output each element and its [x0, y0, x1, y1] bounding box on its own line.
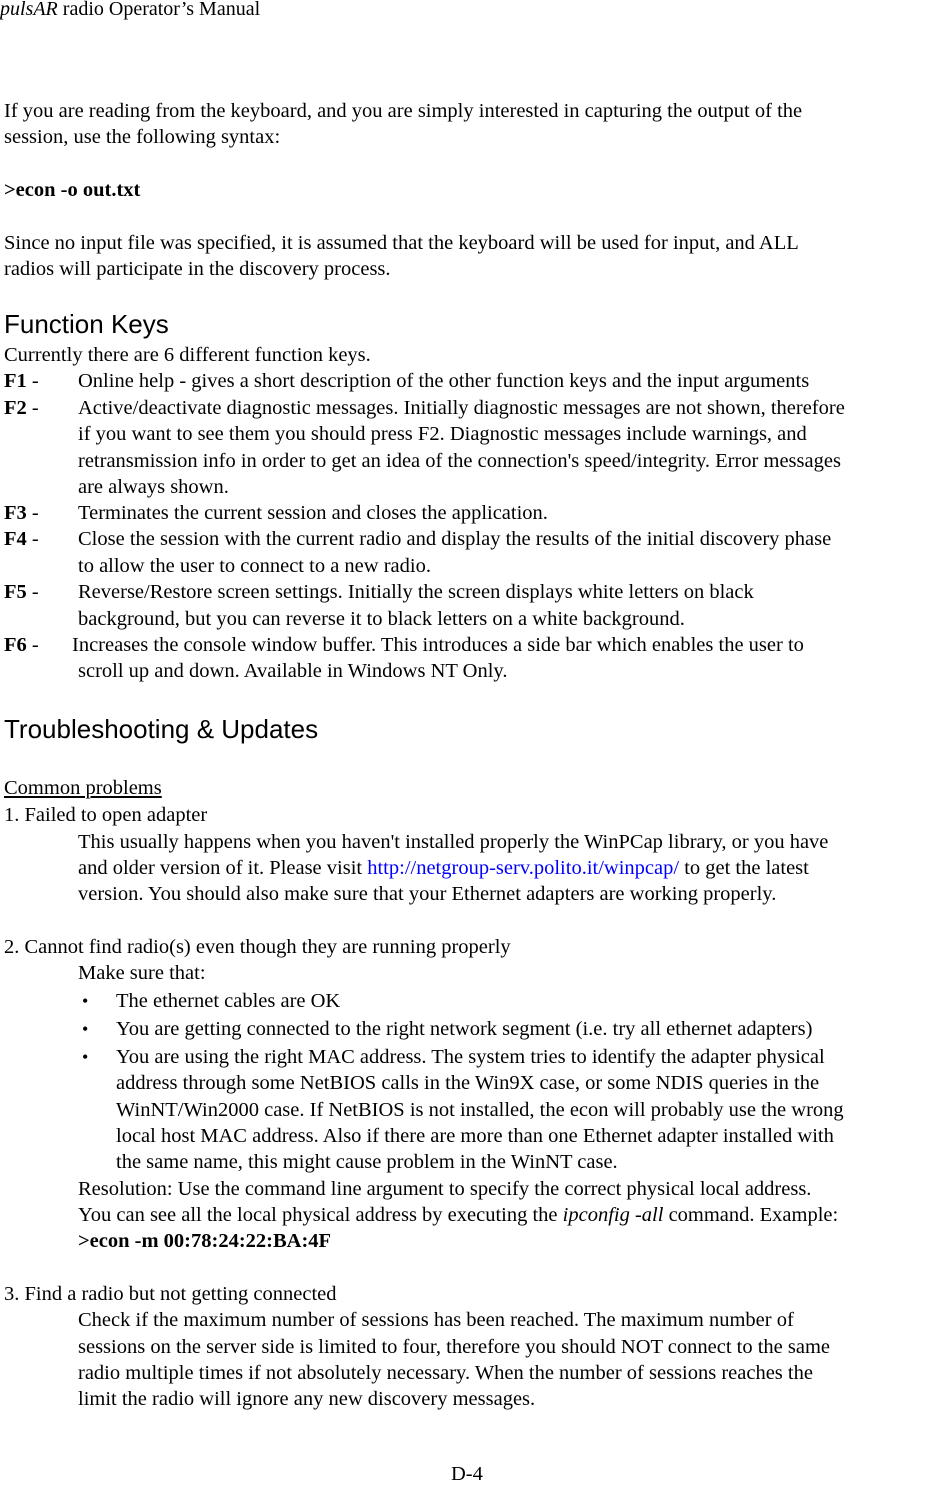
problem-description: sessions on the server side is limited to four, therefore you should NOT connect to the same — [78, 1336, 831, 1358]
intro-paragraph-line: radios will participate in the discovery process. — [4, 258, 391, 280]
function-key-description: scroll up and down. Available in Windows NT Only. — [78, 660, 508, 682]
command-example: >econ -o out.txt — [4, 179, 141, 201]
section-heading-troubleshooting: Troubleshooting & Updates — [4, 714, 319, 744]
function-key-description: Reverse/Restore screen settings. Initially the screen displays white letters on black — [78, 581, 754, 603]
ipconfig-command: ipconfig -all — [562, 1204, 664, 1226]
header-product-name: pulsAR — [0, 0, 58, 20]
problem-description: Check if the maximum number of sessions has been reached. The maximum number of — [78, 1309, 794, 1331]
problem-title: 2. Cannot find radio(s) even though they are running properly — [4, 936, 511, 958]
problem-description: limit the radio will ignore any new discovery messages. — [78, 1388, 536, 1410]
winpcap-link[interactable]: http://netgroup-serv.polito.it/winpcap/ — [367, 857, 680, 879]
section-heading-function-keys: Function Keys — [4, 309, 169, 339]
function-key-description: background, but you can reverse it to black letters on a white background. — [78, 608, 685, 630]
function-key-label: F5 - — [4, 581, 39, 603]
problem-description: version. You should also make sure that your Ethernet adapters are working properly. — [78, 883, 777, 905]
function-key-description: if you want to see them you should press F2. Diagnostic messages include warnings, and — [78, 423, 807, 445]
bullet-icon: • — [82, 991, 89, 1011]
running-header — [0, 0, 260, 21]
list-item: You are using the right MAC address. The system tries to identify the adapter physical — [116, 1046, 825, 1068]
problem-description: radio multiple times if not absolutely necessary. When the number of sessions reaches the — [78, 1362, 813, 1384]
problem-title: 3. Find a radio but not getting connected — [4, 1283, 337, 1305]
intro-paragraph-line: If you are reading from the keyboard, and you are simply interested in capturing the output of the — [4, 100, 803, 122]
list-item: The ethernet cables are OK — [116, 990, 341, 1012]
function-key-description: Active/deactivate diagnostic messages. Initially diagnostic messages are not shown, therefore — [78, 397, 845, 419]
problem-title: 1. Failed to open adapter — [4, 804, 208, 826]
function-key-label: F4 - — [4, 528, 39, 550]
list-item: address through some NetBIOS calls in the Win9X case, or some NDIS queries in the — [116, 1072, 820, 1094]
function-key-description: retransmission info in order to get an idea of the connection's speed/integrity. Error messages — [78, 450, 841, 472]
command-example: >econ -m 00:78:24:22:BA:4F — [78, 1230, 332, 1252]
list-item: the same name, this might cause problem in the WinNT case. — [116, 1151, 618, 1173]
list-item: WinNT/Win2000 case. If NetBIOS is not installed, the econ will probably use the wrong — [116, 1099, 844, 1121]
list-item: local host MAC address. Also if there are more than one Ethernet adapter installed with — [116, 1125, 834, 1147]
function-key-description: are always shown. — [78, 476, 229, 498]
intro-paragraph-line: session, use the following syntax: — [4, 126, 281, 148]
function-key-label: F1 - — [4, 370, 39, 392]
problem-description: and older version of it. Please visit http://netgroup-serv.polito.it/winpcap/ to get the latest — [78, 857, 809, 879]
resolution-text: You can see all the local physical address by executing the ipconfig -all command. Example: — [78, 1204, 839, 1226]
header-title-rest: radio Operator’s Manual — [57, 0, 261, 20]
function-keys-intro: Currently there are 6 different function keys. — [4, 344, 371, 366]
function-key-label: F2 - — [4, 397, 39, 419]
bullet-icon: • — [82, 1047, 89, 1067]
resolution-text: Resolution: Use the command line argument to specify the correct physical local address. — [78, 1178, 812, 1200]
page-number: D-4 — [451, 1463, 483, 1485]
function-key-description: Terminates the current session and closes the application. — [78, 502, 548, 524]
function-key-description: to allow the user to connect to a new radio. — [78, 555, 431, 577]
function-key-description: Online help - gives a short description of the other function keys and the input arguments — [78, 370, 810, 392]
intro-paragraph-line: Since no input file was specified, it is assumed that the keyboard will be used for input, and ALL — [4, 232, 799, 254]
function-key-label: F3 - — [4, 502, 39, 524]
subheading-common-problems: Common problems — [4, 777, 162, 799]
problem-description: This usually happens when you haven't installed properly the WinPCap library, or you have — [78, 831, 829, 853]
bullet-icon: • — [82, 1019, 89, 1039]
function-key-description: Close the session with the current radio and display the results of the initial discovery phase — [78, 528, 832, 550]
problem-lead: Make sure that: — [78, 962, 206, 984]
function-key-label: F6 - — [4, 634, 39, 656]
function-key-description: Increases the console window buffer. This introduces a side bar which enables the user to — [72, 634, 804, 656]
list-item: You are getting connected to the right network segment (i.e. try all ethernet adapters) — [116, 1018, 813, 1040]
